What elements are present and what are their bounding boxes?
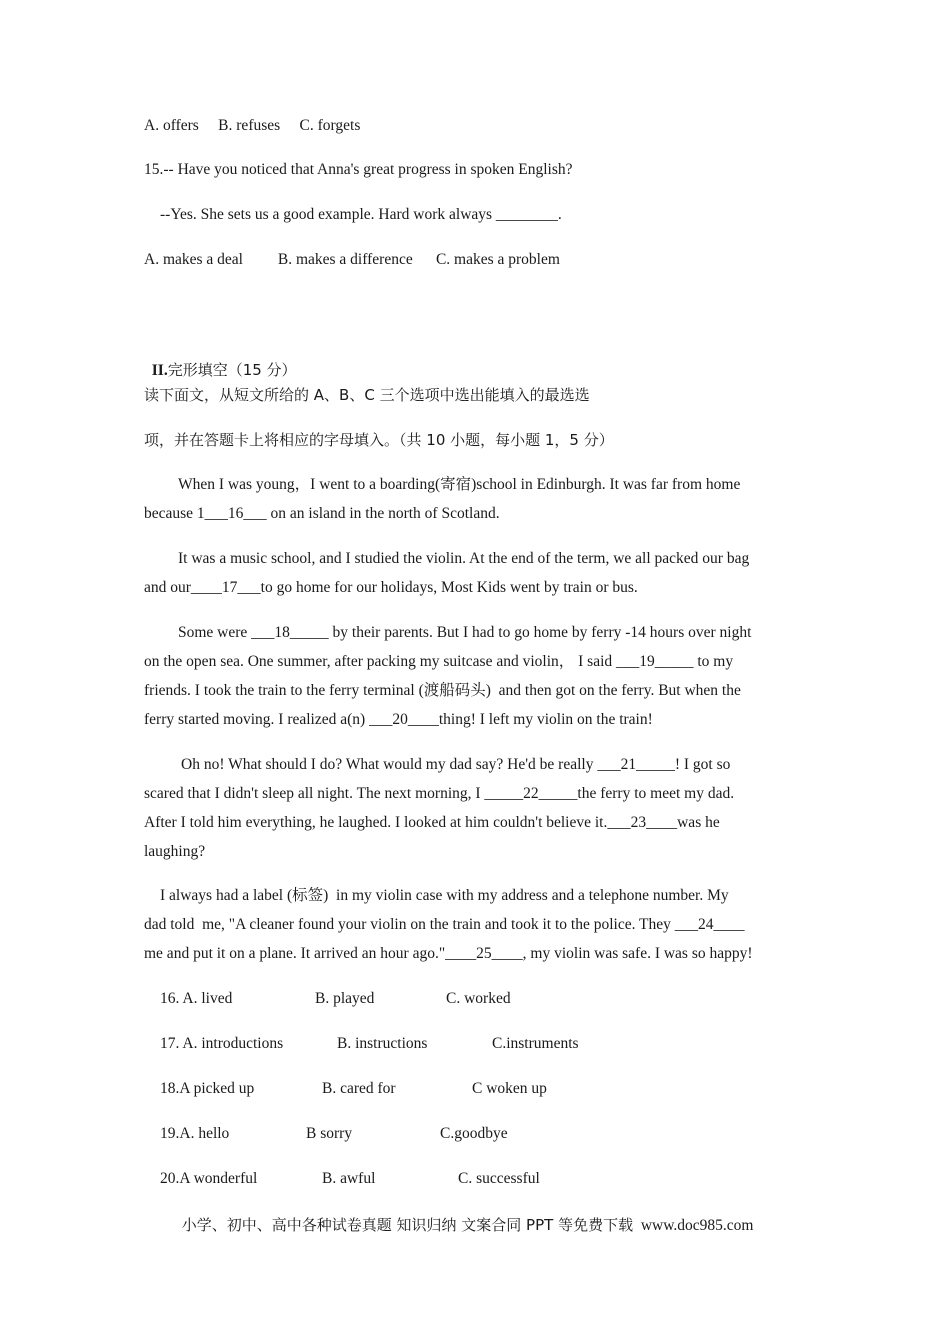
passage-line: on the open sea. One summer, after packing my suitcase and violin， I said ___19_____ to my xyxy=(144,653,734,670)
section-title: 完形填空（15 分） xyxy=(167,361,297,379)
footer-text: 小学、初中、高中各种试卷真题 知识归纳 文案合同 PPT 等免费下载 xyxy=(181,1216,634,1234)
passage-line: Some were ___18_____ by their parents. But I had to go home by ferry -14 hours over night xyxy=(178,624,752,641)
instruction-line-2: 项，并在答题卡上将相应的字母填入。（共 10 小题，每小题 1，5 分） xyxy=(144,431,614,449)
footer xyxy=(174,1195,753,1236)
option-b: B. played xyxy=(315,990,375,1007)
q14-options: A. offers B. refuses C. forgets xyxy=(144,117,361,134)
passage-line: because 1___16___ on an island in the north of Scotland. xyxy=(144,505,500,522)
option-b: B sorry xyxy=(306,1125,353,1142)
passage-line: After I told him everything, he laughed. I looked at him couldn't believe it.___23____was he xyxy=(144,814,720,831)
option-a: 16. A. lived xyxy=(160,990,233,1007)
option-c: C.instruments xyxy=(492,1035,579,1052)
passage-line: scared that I didn't sleep all night. The next morning, I _____22_____the ferry to meet my dad. xyxy=(144,785,735,802)
passage-line: and our____17___to go home for our holidays, Most Kids went by train or bus. xyxy=(144,579,638,596)
passage-line: I always had a label (标签) in my violin case with my address and a telephone number. My xyxy=(160,887,729,904)
passage-line: Oh no! What should I do? What would my dad say? He'd be really ___21_____! I got so xyxy=(181,756,731,773)
option-b: B. instructions xyxy=(337,1035,428,1052)
option-c: C. worked xyxy=(446,990,511,1007)
q15-question: 15.-- Have you noticed that Anna's great progress in spoken English? xyxy=(144,161,573,178)
option-a: 17. A. introductions xyxy=(160,1035,284,1052)
section-heading xyxy=(144,340,297,381)
footer-url: www.doc985.com xyxy=(640,1217,754,1234)
passage-line: friends. I took the train to the ferry terminal (渡船码头) and then got on the ferry. But when the xyxy=(144,682,741,699)
option-a: 18.A picked up xyxy=(160,1080,255,1097)
passage-line: When I was young，I went to a boarding(寄宿)school in Edinburgh. It was far from home xyxy=(178,476,741,493)
option-b: B. awful xyxy=(322,1170,376,1187)
instruction-line-1: 读下面文，从短文所给的 A、B、C 三个选项中选出能填入的最选选 xyxy=(144,386,590,404)
option-a: 20.A wonderful xyxy=(160,1170,258,1187)
option-c: C.goodbye xyxy=(440,1125,508,1142)
passage-line: ferry started moving. I realized a(n) ___20____thing! I left my violin on the train! xyxy=(144,711,653,728)
passage-line: laughing? xyxy=(144,843,206,860)
option-a: 19.A. hello xyxy=(160,1125,230,1142)
passage-line: It was a music school, and I studied the violin. At the end of the term, we all packed our bag xyxy=(178,550,750,567)
option-b: B. cared for xyxy=(322,1080,396,1097)
section-number: II. xyxy=(151,362,168,379)
passage-line: dad told me, "A cleaner found your violin on the train and took it to the police. They ___24____ xyxy=(144,916,745,933)
option-c: C. successful xyxy=(458,1170,540,1187)
passage-line: me and put it on a plane. It arrived an hour ago."____25____, my violin was safe. I was so happy! xyxy=(144,945,753,962)
q15-answer: --Yes. She sets us a good example. Hard work always ________. xyxy=(160,206,562,223)
q15-options: A. makes a deal B. makes a difference C. makes a problem xyxy=(144,251,560,268)
option-c: C woken up xyxy=(472,1080,547,1097)
